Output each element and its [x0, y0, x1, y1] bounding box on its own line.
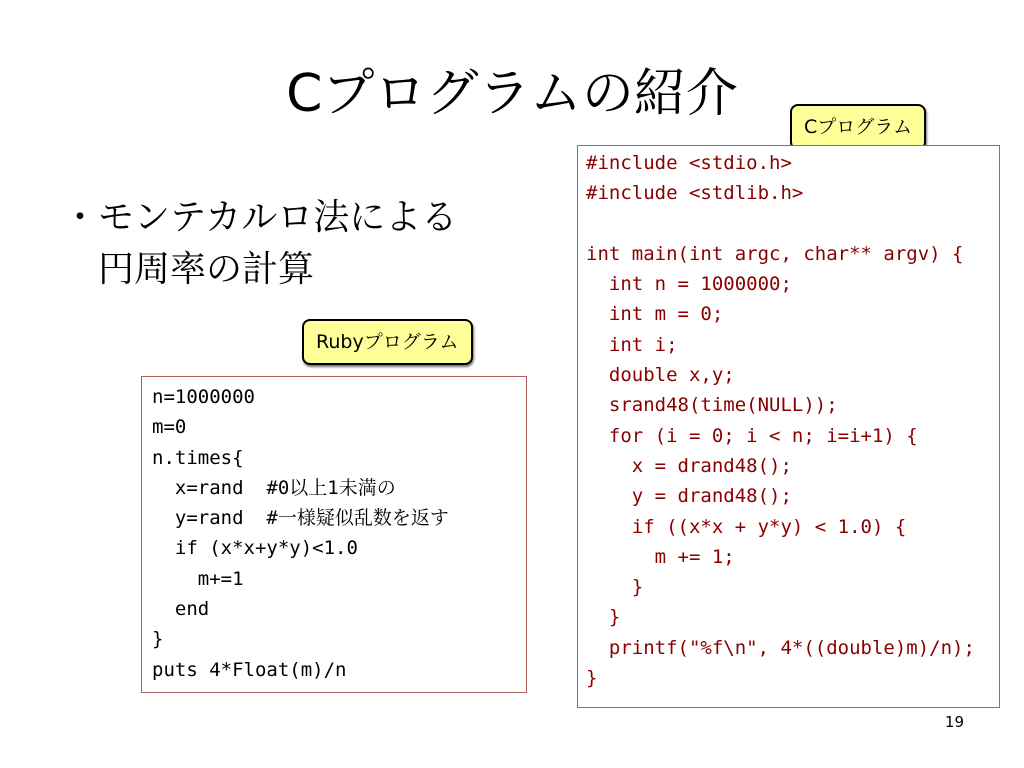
code-line: m += 1; [586, 545, 735, 568]
c-code-box [577, 145, 1000, 708]
code-line: x=rand #0以上1未満の [152, 476, 396, 499]
code-line: #include <stdio.h> [586, 152, 792, 174]
page-number: 19 [944, 713, 964, 731]
bullet-item [62, 192, 457, 296]
code-line: end [152, 598, 210, 621]
code-line: int main(int argc, char** argv) { [586, 242, 964, 265]
code-line: int m = 0; [586, 303, 724, 326]
ruby-program-label: Rubyプログラム [302, 319, 473, 365]
code-line: if (x*x+y*y)<1.0 [152, 537, 358, 560]
c-program-label: Cプログラム [790, 104, 926, 150]
bullet-marker: ・ [62, 197, 99, 238]
code-line: m=0 [152, 416, 187, 439]
code-line: m+=1 [152, 567, 244, 590]
code-line: printf("%f\n", 4*((double)m)/n); [586, 636, 975, 659]
code-line: } [586, 576, 644, 599]
code-line: #include <stdlib.h> [586, 182, 804, 205]
code-line: n=1000000 [152, 386, 255, 408]
code-line: double x,y; [586, 364, 735, 387]
bullet-line-2: 円周率の計算 [98, 249, 315, 290]
code-line: puts 4*Float(m)/n [152, 658, 347, 681]
code-line: for (i = 0; i < n; i=i+1) { [586, 424, 918, 447]
code-line: int n = 1000000; [586, 273, 792, 296]
code-line: srand48(time(NULL)); [586, 394, 838, 417]
code-line: y = drand48(); [586, 485, 792, 508]
code-line: } [586, 667, 598, 690]
code-line [586, 209, 999, 239]
code-line: x = drand48(); [586, 454, 792, 477]
bullet-line-1: モンテカルロ法による [98, 197, 458, 238]
code-line: } [586, 606, 621, 629]
ruby-code-box [141, 376, 527, 693]
code-line: } [152, 628, 164, 651]
code-line: n.times{ [152, 446, 244, 469]
code-line: y=rand #一様疑似乱数を返す [152, 507, 449, 530]
code-line: if ((x*x + y*y) < 1.0) { [586, 515, 907, 538]
slide-title: Cプログラムの紹介 [286, 64, 738, 124]
code-line: int i; [586, 333, 678, 356]
